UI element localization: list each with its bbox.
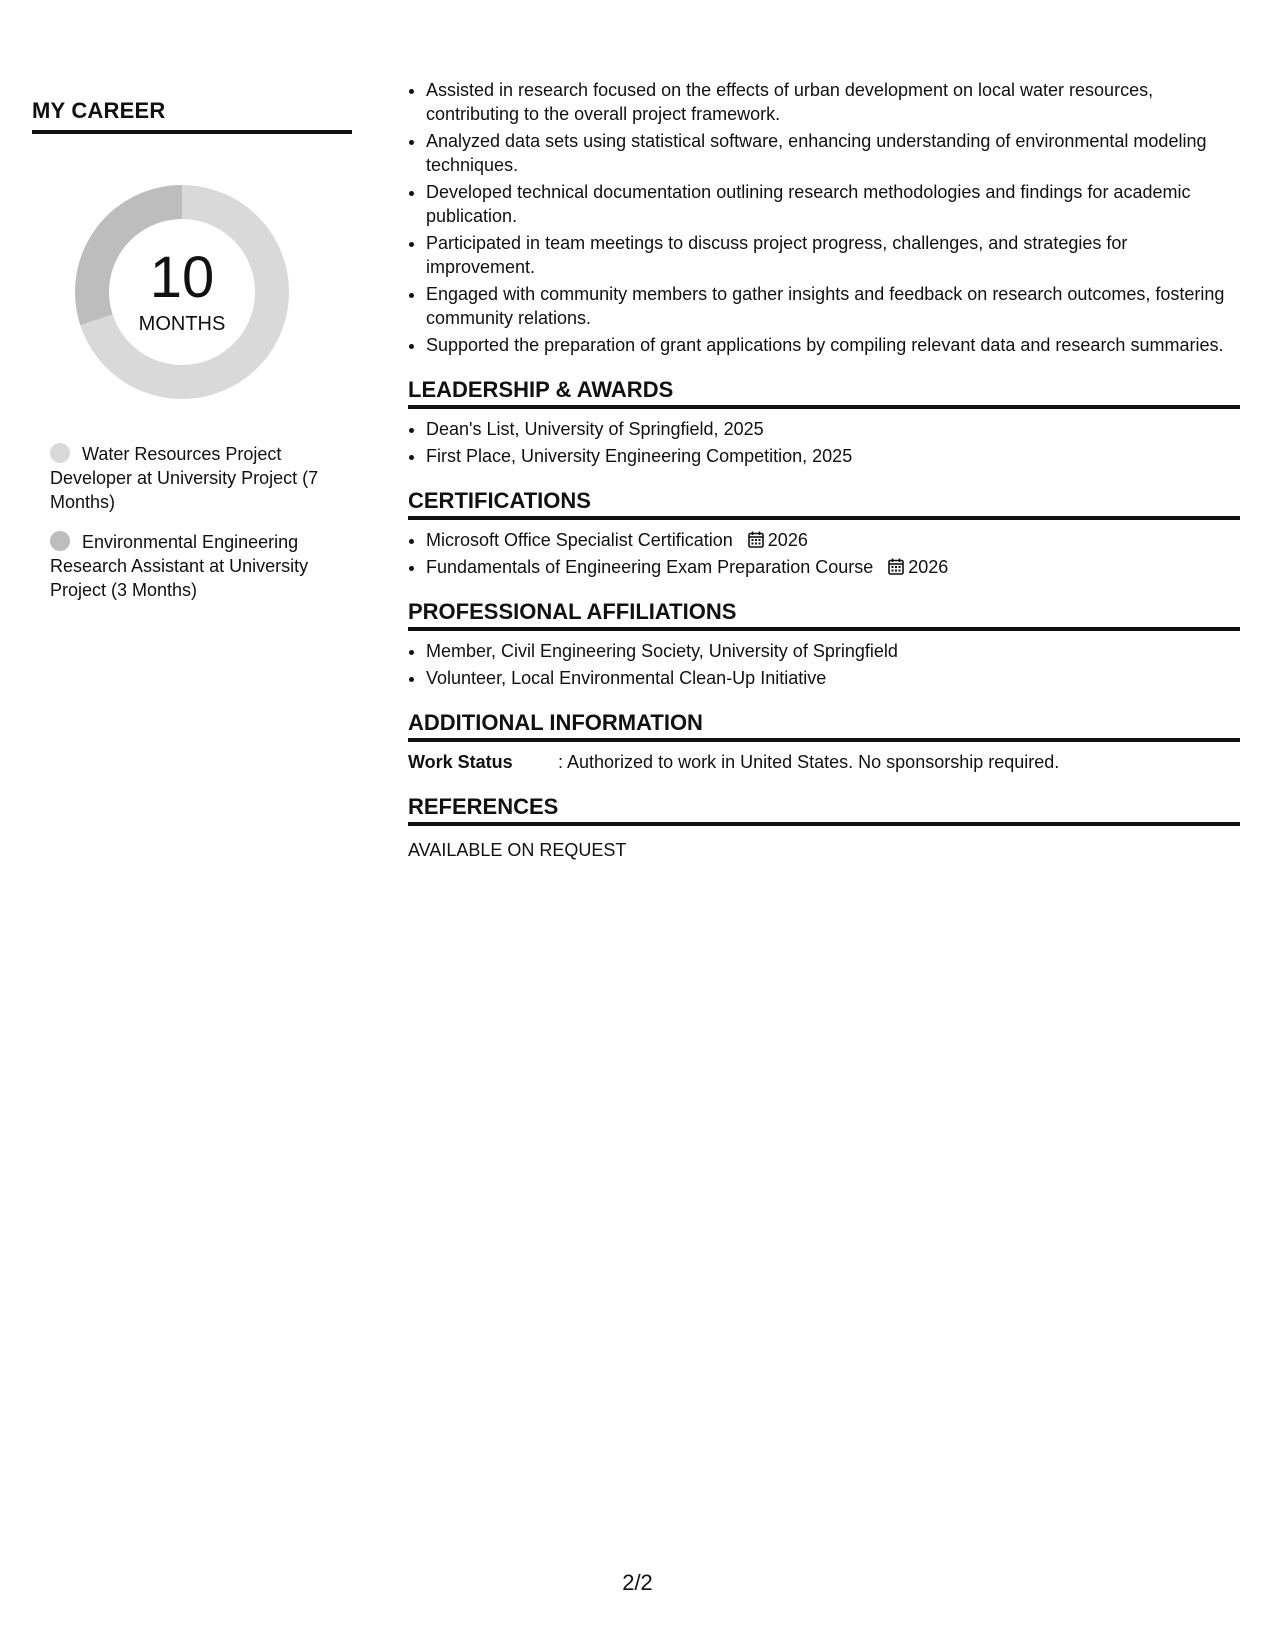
certification-item xyxy=(426,555,1240,579)
career-section-title: MY CAREER xyxy=(32,98,352,134)
certification-item xyxy=(426,528,1240,552)
career-legend-item xyxy=(50,530,330,602)
certification-year: 2026 xyxy=(767,530,808,550)
certification-year: 2026 xyxy=(908,557,949,577)
experience-bullet: • Supported the preparation of grant applications by compiling relevant data and research summaries. xyxy=(426,333,1240,357)
certifications-title: CERTIFICATIONS xyxy=(408,488,1240,520)
work-status-value: : Authorized to work in United States. No sponsorship required. xyxy=(558,752,1060,772)
references-section xyxy=(408,794,1240,862)
references-title: REFERENCES xyxy=(408,794,1240,826)
career-legend-item xyxy=(50,442,330,514)
total-months-number: 10 xyxy=(149,244,215,310)
certifications-list xyxy=(408,528,1240,579)
awards-section xyxy=(408,377,1240,468)
experience-bullet: • Engaged with community members to gather insights and feedback on research outcomes, fostering community relations. xyxy=(426,282,1240,330)
affiliation-item: • Volunteer, Local Environmental Clean-Up Initiative xyxy=(426,666,1240,690)
calendar-icon xyxy=(888,558,904,575)
references-text: AVAILABLE ON REQUEST xyxy=(408,840,627,860)
experience-bullets xyxy=(408,78,1240,357)
experience-bullet: • Participated in team meetings to discuss project progress, challenges, and strategies for improvement. xyxy=(426,231,1240,279)
total-months-unit: MONTHS xyxy=(138,312,226,335)
award-item: • First Place, University Engineering Competition, 2025 xyxy=(426,444,1240,468)
affiliation-item: • Member, Civil Engineering Society, University of Springfield xyxy=(426,639,1240,663)
additional-info-section xyxy=(408,710,1240,774)
legend-dot-icon xyxy=(50,443,70,463)
career-legend-label: Environmental Engineering Research Assistant at University Project (3 Months) xyxy=(50,532,309,600)
work-status-row xyxy=(408,750,1240,774)
certification-name: Fundamentals of Engineering Exam Preparation Course xyxy=(426,557,874,577)
page-number: 2/2 xyxy=(622,1570,653,1595)
experience-bullet: • Assisted in research focused on the effects of urban development on local water resources, contributing to the overall project framework. xyxy=(426,78,1240,126)
award-item: • Dean's List, University of Springfield, 2025 xyxy=(426,417,1240,441)
affiliations-list xyxy=(408,639,1240,690)
career-donut-chart xyxy=(66,176,298,408)
experience-bullet: • Developed technical documentation outlining research methodologies and findings for academic publication. xyxy=(426,180,1240,228)
additional-info-title: ADDITIONAL INFORMATION xyxy=(408,710,1240,742)
donut-center xyxy=(66,176,298,408)
certifications-section xyxy=(408,488,1240,579)
legend-dot-icon xyxy=(50,531,70,551)
work-status-label: Work Status xyxy=(408,752,513,772)
awards-title: LEADERSHIP & AWARDS xyxy=(408,377,1240,409)
affiliations-title: PROFESSIONAL AFFILIATIONS xyxy=(408,599,1240,631)
career-legend xyxy=(32,442,352,602)
career-sidebar xyxy=(32,98,352,618)
career-legend-label: Water Resources Project Developer at University Project (7 Months) xyxy=(50,444,319,512)
affiliations-section xyxy=(408,599,1240,690)
awards-list xyxy=(408,417,1240,468)
calendar-icon xyxy=(748,531,764,548)
main-content xyxy=(408,78,1240,862)
experience-bullet: • Analyzed data sets using statistical software, enhancing understanding of environmental modeling techniques. xyxy=(426,129,1240,177)
certification-name: Microsoft Office Specialist Certification xyxy=(426,530,733,550)
